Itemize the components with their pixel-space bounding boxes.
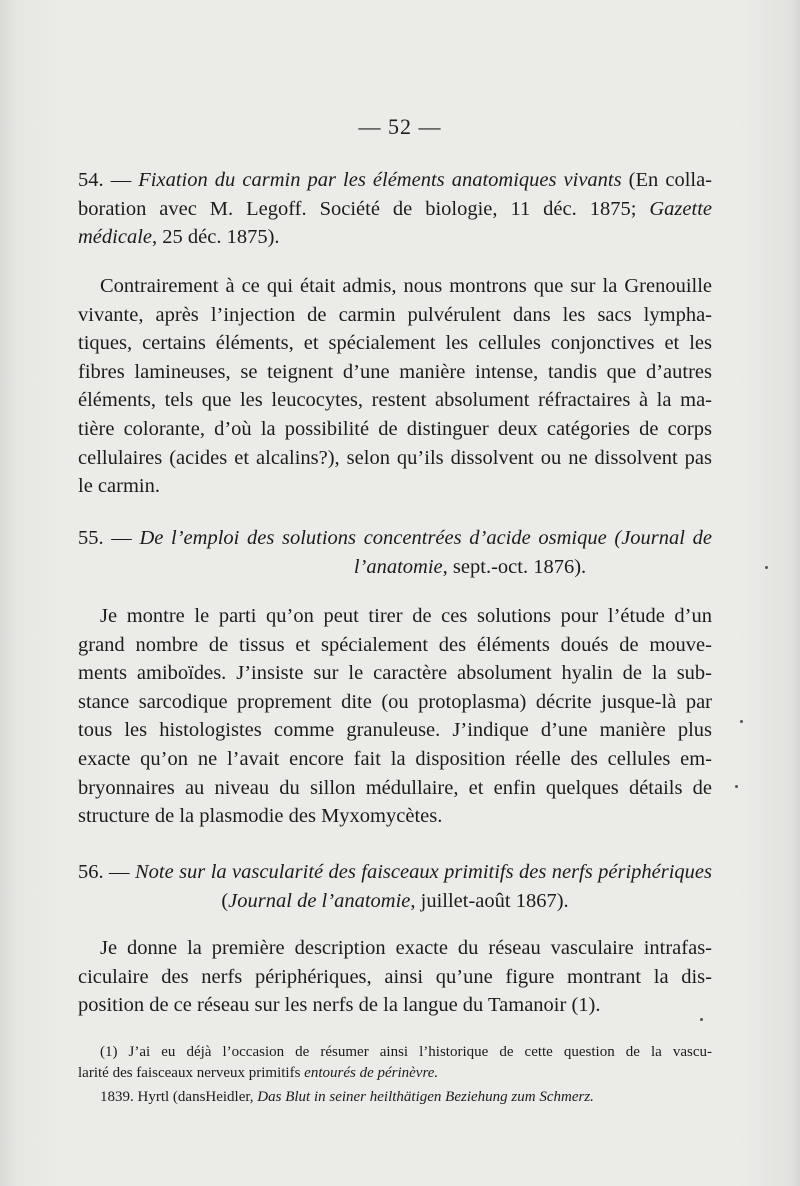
entry-55-journal: l’anatomie xyxy=(353,555,443,578)
entry-54-ref-1: (En colla- xyxy=(621,169,713,191)
paragraph-line: Je montre le parti qu’on peut tirer de ces solutions pour l’étude d’un xyxy=(100,605,712,627)
paragraph-line: stance sarcodique proprement dite (ou protoplasma) décrite jusque-là par xyxy=(78,690,712,713)
paragraph-line: cellulaires (acides et alcalins?), selon qu’ils dissolvent ou ne dissolvent pas xyxy=(78,446,712,469)
entry-54-heading-line-1 xyxy=(78,166,712,195)
entry-54-journal-cont: médicale xyxy=(78,226,152,249)
entry-54-date: , 25 déc. 1875). xyxy=(152,226,280,249)
entry-56-journal: Journal de l’anatomie xyxy=(228,889,411,912)
entry-54-heading-line-2 xyxy=(78,195,712,224)
paragraph-line: Contrairement à ce qui était admis, nous montrons que sur la Grenouille xyxy=(100,275,712,297)
paragraph-line: bryonnaires au niveau du sillon médullaire, et enfin quelques détails de xyxy=(78,776,712,799)
paragraph-line: tous les histologistes comme granuleuse. J’indique d’une manière plus xyxy=(78,719,712,742)
entry-54-paragraph xyxy=(78,272,712,501)
scan-speck xyxy=(740,720,743,723)
entry-55-journal-open: (Journal de xyxy=(606,527,712,549)
entry-55-heading-line-1 xyxy=(78,524,712,553)
entry-56-date: , juillet-août 1867). xyxy=(410,889,569,912)
footnote-text: larité des faisceaux nerveux primitifs xyxy=(78,1065,305,1081)
entry-56-heading xyxy=(78,858,712,915)
entry-54-heading xyxy=(78,166,712,252)
paragraph-line: Je donne la première description exacte du réseau vasculaire intrafas- xyxy=(100,937,712,959)
entry-55-paragraph xyxy=(78,602,712,831)
paragraph-line: ments amiboïdes. J’insiste sur le caractère absolument hyalin de la sub- xyxy=(78,662,712,685)
footnote-line-2 xyxy=(78,1063,712,1084)
entry-55-title: De l’emploi des solutions concentrées d’acide osmique xyxy=(139,527,607,549)
page-number: — 52 — xyxy=(358,114,442,139)
entry-55-heading xyxy=(78,524,712,581)
paragraph-line: exacte qu’on ne l’avait encore fait la disposition réelle des cellules em- xyxy=(78,747,712,770)
entry-55-number: 55. — xyxy=(78,527,140,549)
entry-56-number: 56. — xyxy=(78,861,135,883)
scan-speck xyxy=(765,566,768,569)
footnote-citation: 1839. Hyrtl (dansHeidler, xyxy=(100,1089,258,1105)
footnote-citation-title: Das Blut in seiner heilthätigen Beziehung zum Schmerz. xyxy=(257,1089,594,1105)
footnote xyxy=(78,1042,712,1108)
paragraph-line: le carmin. xyxy=(78,475,160,498)
footnote-line-3 xyxy=(78,1087,712,1108)
entry-56-ref-open: ( xyxy=(221,889,229,912)
entry-54-journal: Gazette xyxy=(649,197,712,220)
scan-speck xyxy=(735,785,738,788)
paragraph-line: tière colorante, d’où la possibilité de distinguer deux catégories de corps xyxy=(78,417,712,440)
paragraph-line: position de ce réseau sur les nerfs de la langue du Tamanoir (1). xyxy=(78,994,601,1017)
paragraph-line: structure de la plasmodie des Myxomycètes. xyxy=(78,805,443,828)
paragraph-line: éléments, tels que les leucocytes, restent absolument réfractaires à la ma- xyxy=(78,389,712,412)
footnote-italic: entourés de périnèvre. xyxy=(304,1065,439,1081)
paragraph-line: tiques, certains éléments, et spécialement les cellules conjonctives et les xyxy=(78,332,712,355)
entry-56-heading-line-1 xyxy=(78,858,712,887)
scan-speck xyxy=(700,1018,703,1021)
entry-56-title: Note sur la vascularité des faisceaux primitifs des nerfs périphériques xyxy=(134,861,713,883)
entry-54-ref-2: boration avec M. Legoff. Société de biologie, 11 déc. 1875; xyxy=(78,197,650,220)
entry-55-heading-line-2 xyxy=(78,553,712,582)
entry-56-paragraph xyxy=(78,934,712,1020)
entry-54-title: Fixation du carmin par les éléments anatomiques vivants xyxy=(138,169,622,191)
entry-54-heading-line-3 xyxy=(78,223,712,252)
paragraph-line: grand nombre de tissus et spécialement des éléments doués de mouve- xyxy=(78,633,712,656)
entry-54-number: 54. — xyxy=(78,169,139,191)
paragraph-line: ciculaire des nerfs périphériques, ainsi qu’une figure montrant la dis- xyxy=(78,965,712,988)
entry-56-heading-line-2 xyxy=(78,887,712,916)
footnote-line-1: (1) J’ai eu déjà l’occasion de résumer ainsi l’historique de cette question de la vascu- xyxy=(100,1044,712,1060)
paragraph-line: vivante, après l’injection de carmin pulvérulent dans les sacs lympha- xyxy=(78,303,712,326)
paragraph-line: fibres lamineuses, se teignent d’une manière intense, tandis que d’autres xyxy=(78,360,712,383)
entry-55-date: , sept.-oct. 1876). xyxy=(442,555,587,578)
